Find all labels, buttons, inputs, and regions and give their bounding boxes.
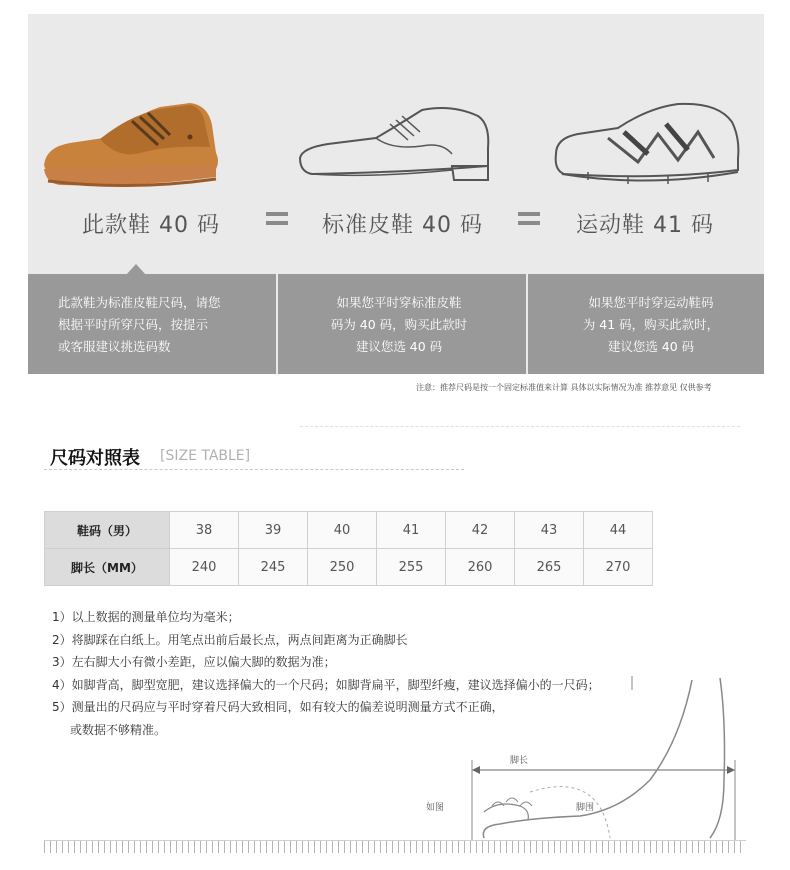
equals-sign-icon <box>518 212 540 226</box>
band-line: 建议您选 40 码 <box>607 339 695 354</box>
band-line: 为 41 码，购买此款时， <box>582 317 720 332</box>
table-row <box>45 549 653 586</box>
equals-sign-icon <box>266 212 288 226</box>
note-item: 3）左右脚大小有微小差距，应以偏大脚的数据为准； <box>52 655 336 670</box>
note-item: 1）以上数据的测量单位均为毫米； <box>52 610 240 624</box>
band-line: 如果您平时穿标准皮鞋 <box>336 295 462 310</box>
table-cell: 265 <box>515 549 584 586</box>
band-line: 建议您选 40 码 <box>355 339 443 354</box>
band-line: 根据平时所穿尺码，按提示 <box>58 317 209 332</box>
note-item: 4）如脚背高，脚型宽肥，建议选择偏大的一个尺码；如脚背扁平，脚型纤瘦，建议选择偏小的一尺码； <box>52 677 600 692</box>
size-table-title: 尺码对照表 <box>50 448 140 469</box>
dress-shoe-outline-image <box>292 100 502 190</box>
table-cell: 41 <box>377 512 446 549</box>
table-cell: 39 <box>239 512 308 549</box>
recommendation-note: 注意：推荐尺码是按一个固定标准值来计算 具体以实际情况为准 推荐意见 仅供参考 <box>416 383 712 392</box>
info-band-2-text <box>324 292 474 358</box>
table-cell: 44 <box>584 512 653 549</box>
foot-circumference-label: 脚围 <box>576 803 595 813</box>
note-item: 5）测量出的尺码应与平时穿着尺码大致相同，如有较大的偏差说明测量方式不正确， <box>52 700 504 715</box>
as-shown-label: 如图 <box>426 803 445 813</box>
note-item: 或数据不够精准。 <box>70 722 167 737</box>
title-underline <box>44 469 464 470</box>
dashed-divider <box>300 426 740 427</box>
foot-length-label: 脚长 <box>510 756 529 766</box>
ruler-scale <box>44 840 746 853</box>
table-cell: 245 <box>239 549 308 586</box>
row-header-shoe-size: 鞋码（男） <box>45 512 170 549</box>
leather-work-shoe-image <box>40 95 250 195</box>
sneaker-size-label: 运动鞋 41 码 <box>576 213 714 238</box>
pointer-triangle-icon <box>126 264 146 275</box>
foot-measurement-diagram <box>380 660 750 840</box>
table-cell: 43 <box>515 512 584 549</box>
table-cell: 240 <box>170 549 239 586</box>
table-cell: 270 <box>584 549 653 586</box>
table-cell: 250 <box>308 549 377 586</box>
standard-leather-size-label: 标准皮鞋 40 码 <box>322 213 483 238</box>
table-row <box>45 512 653 549</box>
sneaker-outline-image <box>548 98 748 190</box>
row-header-foot-length: 脚长（MM） <box>45 549 170 586</box>
table-cell: 42 <box>446 512 515 549</box>
size-table-title-en: [SIZE TABLE] <box>160 448 251 464</box>
this-shoe-size-label: 此款鞋 40 码 <box>82 213 220 238</box>
band-line: 此款鞋为标准皮鞋尺码，请您 <box>58 295 221 310</box>
table-cell: 40 <box>308 512 377 549</box>
table-cell: 38 <box>170 512 239 549</box>
table-cell: 255 <box>377 549 446 586</box>
table-cell: 260 <box>446 549 515 586</box>
info-band-3-text <box>576 292 726 358</box>
info-band-1-text <box>58 292 221 358</box>
band-line: 码为 40 码，购买此款时 <box>330 317 468 332</box>
band-line: 或客服建议挑选码数 <box>58 339 171 354</box>
band-line: 如果您平时穿运动鞋码 <box>588 295 714 310</box>
size-table <box>44 511 653 586</box>
note-item: 2）将脚踩在白纸上。用笔点出前后最长点，两点间距离为正确脚长 <box>52 632 408 647</box>
